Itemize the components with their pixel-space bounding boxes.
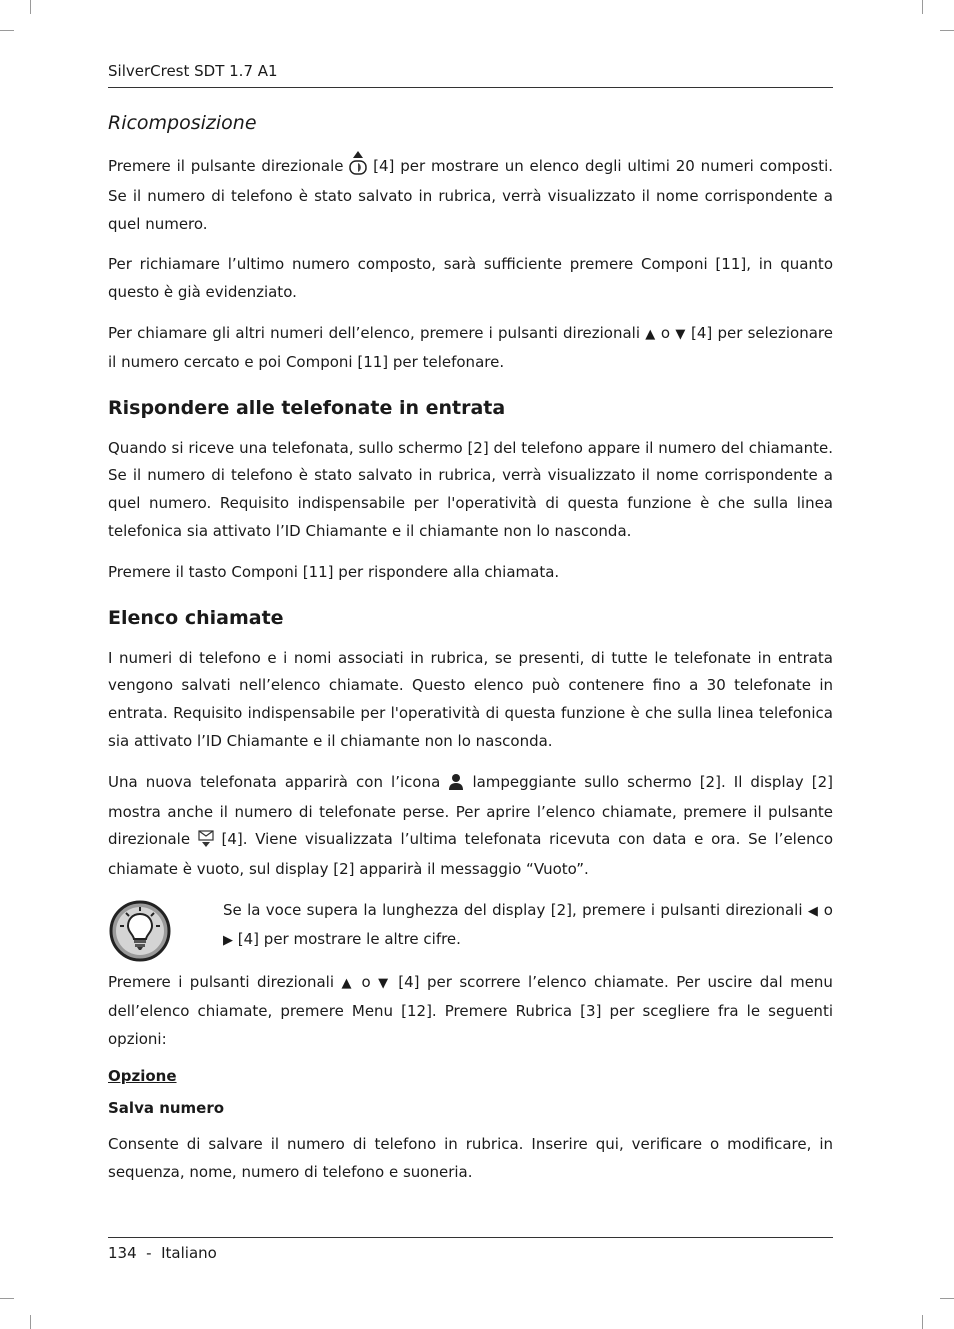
crop-mark	[30, 0, 31, 14]
redial-key-icon	[349, 150, 367, 183]
page-content	[108, 112, 833, 1200]
paragraph: Per chiamare gli altri numeri dell’elenco, premere i pulsanti direzionali ▲ o ▼ [4] per selezionare il numero cercato e poi Componi [11] per telefonare.	[108, 323, 833, 371]
paragraph: Premere i pulsanti direzionali ▲ o ▼ [4] per scorrere l’elenco chiamate. Per uscire dal menu dell’elenco chiamate, premere Menu [12]. Premere Rubrica [3] per scegliere fra le seguenti opzioni:	[108, 972, 833, 1048]
down-arrow-icon: ▼	[378, 975, 391, 991]
paragraph: Premere il pulsante direzionale [4] per mostrare un elenco degli ultimi 20 numeri composti. Se il numero di telefono è stato salvato in rubrica, verrà visualizzato il nome corrispondente a quel numero.	[108, 150, 833, 238]
option-name: Salva numero	[108, 1099, 225, 1118]
paragraph: Quando si riceve una telefonata, sullo schermo [2] del telefono appare il numero del chiamante. Se il numero di telefono è stato salvato in rubrica, verrà visualizzato il nome corrispondente a quel numero. Requisito indispensabile per l'operatività di questa funzione è che sulla linea telefonica sia attivato l’ID Chiamante e il chiamante non lo nasconda.	[108, 438, 833, 540]
option-description: Consente di salvare il numero di telefono in rubrica. Inserire qui, verificare o modificare, in sequenza, nome, numero di telefono e suoneria.	[108, 1135, 833, 1182]
down-arrow-icon: ▼	[675, 326, 686, 342]
option-heading: Opzione	[108, 1067, 177, 1086]
tip-text: Se la voce supera la lunghezza del display [2], premere i pulsanti direzionali ◀ o ▶ [4] per mostrare le altre cifre.	[223, 900, 833, 948]
crop-mark	[940, 30, 954, 31]
left-arrow-icon: ◀	[807, 903, 819, 919]
paragraph: Per richiamare l’ultimo numero composto, sarà sufficiente premere Componi [11], in quanto questo è già evidenziato.	[108, 255, 833, 302]
section-title-redial: Ricomposizione	[108, 112, 257, 134]
call-list-key-icon	[198, 828, 214, 856]
new-call-icon	[448, 771, 464, 799]
crop-mark	[0, 30, 14, 31]
crop-mark	[940, 1298, 954, 1299]
up-arrow-icon: ▲	[645, 326, 656, 342]
up-arrow-icon: ▲	[341, 975, 355, 991]
page-number: 134 - Italiano	[108, 1244, 217, 1262]
paragraph: I numeri di telefono e i nomi associati in rubrica, se presenti, di tutte le telefonate in entrata vengono salvati nell’elenco chiamate. Questo elenco può contenere fino a 30 telefonate in entrata. Requisito indispensabile per l'operatività di questa funzione è che sulla linea telefonica sia attivato l’ID Chiamante e il chiamante non lo nasconda.	[108, 648, 833, 750]
lightbulb-icon	[108, 897, 223, 967]
right-arrow-icon: ▶	[223, 932, 233, 948]
crop-mark	[922, 1315, 923, 1329]
crop-mark	[30, 1315, 31, 1329]
section-heading-incoming: Rispondere alle telefonate in entrata	[108, 396, 506, 419]
crop-mark	[922, 0, 923, 14]
tip-box	[108, 897, 833, 967]
paragraph: Premere il tasto Componi [11] per rispondere alla chiamata.	[108, 562, 560, 581]
section-heading-call-list: Elenco chiamate	[108, 606, 284, 629]
page-header	[108, 62, 833, 88]
page-footer	[108, 1237, 833, 1262]
header-title: SilverCrest SDT 1.7 A1	[108, 62, 278, 80]
crop-mark	[0, 1298, 14, 1299]
paragraph: Una nuova telefonata apparirà con l’icona lampeggiante sullo schermo [2]. Il display [2] mostra anche il numero di telefonate perse. Per aprire l’elenco chiamate, premere il pulsante direzionale [4]. Viene visualizzata l’ultima telefonata ricevuta con data e ora. Se l’elenco chiamate è vuoto, sul display [2] apparirà il messaggio “Vuoto”.	[108, 772, 834, 879]
